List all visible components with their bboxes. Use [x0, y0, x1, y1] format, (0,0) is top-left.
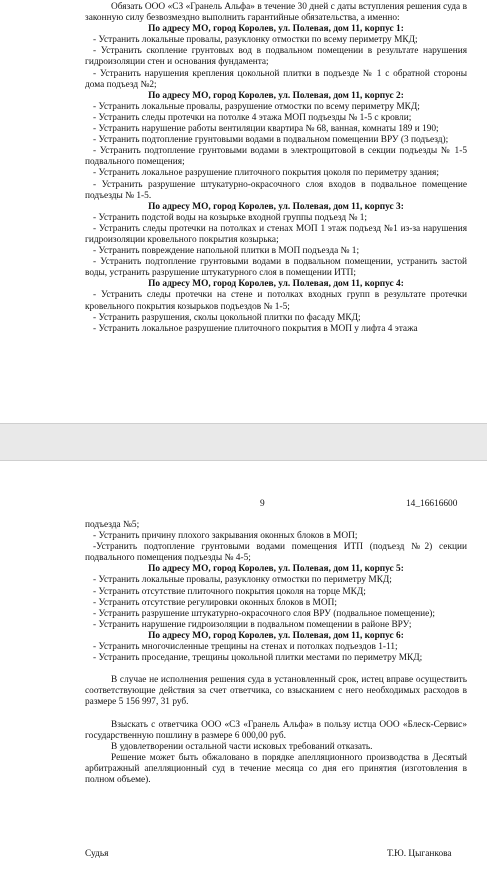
list-item: - Устранить следы протечки на потолке 4 этажа МОП подъезды № 1-5 с кровли;: [93, 112, 412, 123]
page-2-body: [85, 520, 467, 786]
list-item: - Устранить повреждение напольной плитки в МОП подъезда № 1;: [93, 246, 360, 257]
list-item: - Устранить локальные провалы, разуклонку отмостки по периметру МКД;: [93, 575, 392, 586]
document-page-1: [0, 0, 487, 424]
paragraph-spacer: [85, 664, 467, 675]
address-heading: По адресу МО, город Королев, ул. Полевая, дом 11, корпус 4:: [148, 279, 404, 290]
paragraph: В удовлетворении остальной части исковых требований отказать.: [111, 741, 373, 752]
list-item: - Устранить нарушения крепления цокольной плитки в подъезде № 1 с обратной стороны дома подъезд №2;: [85, 68, 467, 90]
list-item: - Устранить отсутствие плиточного покрытия цоколя на торце МКД;: [93, 586, 366, 597]
list-item: -Устранить подтопление грунтовыми водами помещения ИТП (подъезд №2) секции подвального помещения подъезды № 4-5;: [85, 542, 467, 564]
list-item: - Устранить следы протечки на стене и потолках входных групп в результате протечки кровельного покрытия козырьков подъездов № 1-5;: [85, 290, 467, 312]
paragraph-spacer: [85, 709, 467, 720]
list-item: - Устранить отсутствие регулировки оконных блоков в МОП;: [93, 597, 337, 608]
document-id: 14_16616600: [406, 499, 458, 509]
list-item: - Устранить локальные провалы, разрушение отмостки по всему периметру МКД;: [93, 101, 420, 112]
list-item: - Устранить нарушение гидроизоляции в подвальном помещении в районе ВРУ;: [93, 619, 412, 630]
signature-name: Т.Ю. Цыганкова: [387, 849, 452, 859]
address-heading: По адресу МО, город Королев, ул. Полевая, дом 11, корпус 3:: [148, 201, 404, 212]
list-item: - Устранить локальное разрушение плиточного покрытия в МОП у лифта 4 этажа: [93, 323, 418, 334]
list-item: - Устранить разрушения, сколы цокольной плитки по фасаду МКД;: [93, 312, 361, 323]
paragraph: Решение может быть обжаловано в порядке апелляционного производства в Десятый арбитражный апелляционный суд в течение месяца со дня его принятия (изготовления в полном объеме).: [85, 752, 467, 785]
list-item: - Устранить скопление грунтовых вод в подвальном помещении в результате нарушения гидроизоляции стен и основания фундамента;: [85, 46, 467, 68]
list-item: - Устранить проседание, трещины цокольной плитки местами по периметру МКД;: [93, 653, 423, 664]
paragraph: Обязать ООО «СЗ «Гранель Альфа» в течение 30 дней с даты вступления решения суда в законную силу безвозмездно выполнить гарантийные обязательства, а именно:: [85, 2, 467, 24]
list-item: - Устранить следы протечки на потолках и стенах МОП 1 этаж подъезд №1 из-за нарушения гидроизоляции кровельного покрытия козырька;: [85, 223, 467, 245]
paragraph: подъезда №5;: [85, 520, 140, 530]
page-1-body: [85, 2, 467, 335]
address-heading: По адресу МО, город Королев, ул. Полевая, дом 11, корпус 2:: [148, 90, 404, 101]
list-item: - Устранить локальные провалы, разуклонку отмостки по всему периметру МКД;: [93, 35, 418, 46]
address-heading: По адресу МО, город Королев, ул. Полевая, дом 11, корпус 1:: [148, 24, 404, 35]
paragraph: В случае не исполнения решения суда в установленный срок, истец вправе осуществить соответствующие действия за счет ответчика, со взысканием с него необходимых расходов в размере 5 156 997, 31 руб.: [85, 675, 467, 708]
list-item: - Устранить разрушение штукатурно-окрасочного слоя ВРУ (подвальное помещение);: [93, 608, 435, 619]
list-item: - Устранить причину плохого закрывания оконных блоков в МОП;: [93, 531, 358, 542]
address-heading: По адресу МО, город Королев, ул. Полевая, дом 11, корпус 5:: [148, 564, 404, 575]
list-item: - Устранить многочисленные трещины на стенах и потолках подъездов 1-11;: [93, 642, 398, 653]
list-item: - Устранить локальное разрушение плиточного покрытия цоколя по периметру здания;: [93, 168, 439, 179]
list-item: - Устранить подтопление грунтовыми водами в подвальном помещении, устранить застой воды, устранить разрушение штукатурного слоя в помещении ИТП;: [85, 257, 467, 279]
page-number: 9: [260, 499, 265, 509]
list-item: - Устранить подстой воды на козырьке входной группы подъезд № 1;: [93, 212, 368, 223]
list-item: - Устранить подтопление грунтовыми водами в электрощитовой в секции подъезды № 1-5 подвального помещения;: [85, 146, 467, 168]
signature-title: Судья: [85, 849, 109, 859]
page-gap: [0, 424, 487, 460]
address-heading: По адресу МО, город Королев, ул. Полевая, дом 11, корпус 6:: [148, 630, 404, 641]
list-item: - Устранить разрушение штукатурно-окрасочного слоя входов в подвальное помещение подъезды № 1-5.: [85, 179, 467, 201]
document-page-2: [0, 460, 487, 873]
list-item: - Устранить подтопление грунтовыми водами в подвальном помещении ВРУ (3 подъезд);: [93, 135, 449, 146]
list-item: - Устранить нарушение работы вентиляции квартира № 68, ванная, комнаты 189 и 190;: [93, 124, 439, 135]
paragraph: Взыскать с ответчика ООО «СЗ «Гранель Альфа» в пользу истца ООО «Блеск-Сервис» государственную пошлину в размере 6 000,00 руб.: [85, 719, 467, 741]
